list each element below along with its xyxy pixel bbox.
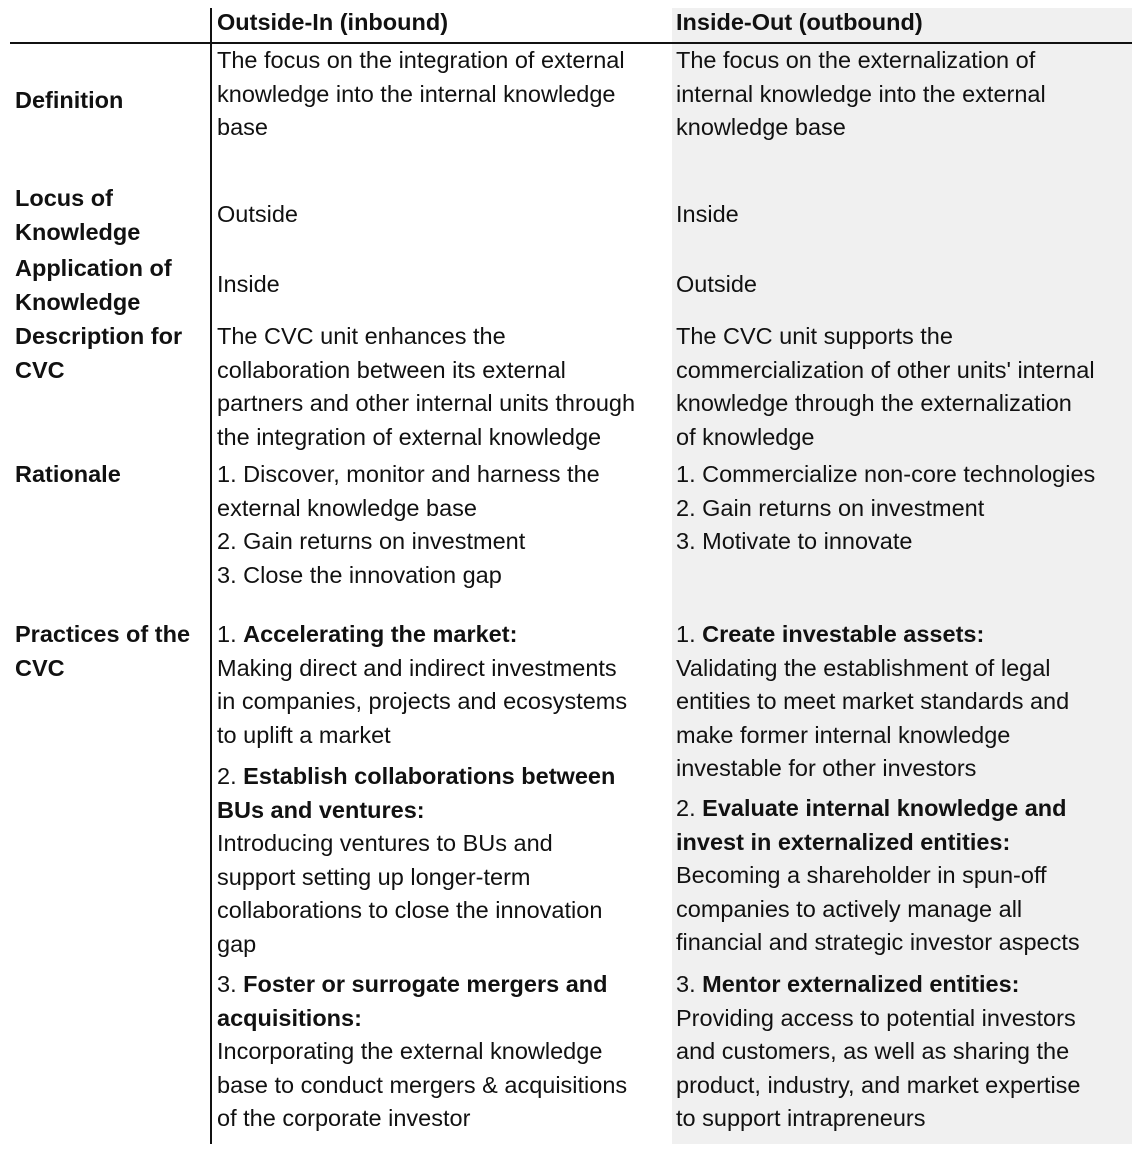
row-label-line: CVC <box>15 654 65 681</box>
text-line: 3. Motivate to innovate <box>676 528 913 554</box>
text-line: The CVC unit enhances the <box>217 323 506 349</box>
practice-title-line <box>217 794 615 828</box>
text-line: collaborations to close the innovation <box>217 897 603 923</box>
practice-title: Create investable assets: <box>702 621 985 647</box>
text-line: knowledge base <box>676 114 846 140</box>
row-label-line: Practices of the <box>15 621 191 647</box>
header-outbound: Inside-Out (outbound) <box>676 9 923 35</box>
practice-title-line <box>676 792 1080 826</box>
locus-outbound: Inside <box>676 201 739 227</box>
practice-title-line <box>676 618 1069 652</box>
text-line: Becoming a shareholder in spun-off <box>676 862 1047 888</box>
text-line: 1. Commercialize non-core technologies <box>676 461 1096 487</box>
text-line: entities to meet market standards and <box>676 688 1070 714</box>
header-inbound: Outside-In (inbound) <box>217 9 449 35</box>
practice-title-line <box>217 1002 627 1036</box>
description-outbound <box>676 320 1095 454</box>
practice-outbound-1 <box>676 618 1069 786</box>
text-line: financial and strategic investor aspects <box>676 929 1080 955</box>
row-label-line: CVC <box>15 356 65 383</box>
text-line: of the corporate investor <box>217 1105 471 1131</box>
row-label-description <box>15 320 182 387</box>
row-label-rationale: Rationale <box>15 461 121 487</box>
practice-number: 3. <box>676 971 696 997</box>
row-label-practices <box>15 618 190 685</box>
text-line: 2. Gain returns on investment <box>676 494 985 521</box>
row-label-line: Locus of <box>15 185 113 211</box>
text-line: Introducing ventures to BUs and <box>217 830 553 856</box>
text-line: and customers, as well as sharing the <box>676 1038 1070 1064</box>
practice-title-line <box>217 618 627 652</box>
practice-number: 2. <box>217 763 237 789</box>
text-line: collaboration between its external <box>217 356 566 383</box>
text-line: base <box>217 114 268 140</box>
text-line: Providing access to potential investors <box>676 1004 1076 1031</box>
text-line: The focus on the integration of external <box>217 47 625 73</box>
text-line: in companies, projects and ecosystems <box>217 688 628 714</box>
text-line: The CVC unit supports the <box>676 323 953 349</box>
practice-number: 3. <box>217 971 237 997</box>
text-line: support setting up longer-term <box>217 863 531 890</box>
practice-title-line <box>217 760 615 794</box>
row-label-line: Knowledge <box>15 218 141 245</box>
rationale-outbound <box>676 458 1095 559</box>
text-line: knowledge through the externalization <box>676 390 1072 416</box>
text-line: make former internal knowledge <box>676 721 1011 748</box>
text-line: external knowledge base <box>217 494 477 521</box>
row-label-locus <box>15 182 140 249</box>
row-label-definition: Definition <box>15 87 124 113</box>
text-line: partners and other internal units through <box>217 390 636 416</box>
text-line: companies to actively manage all <box>676 895 1023 922</box>
text-line: 1. Discover, monitor and harness the <box>217 461 600 487</box>
text-line: to support intrapreneurs <box>676 1105 926 1131</box>
text-line: Validating the establishment of legal <box>676 654 1051 681</box>
practice-title-line <box>676 968 1080 1002</box>
row-label-application <box>15 252 172 319</box>
text-line: Making direct and indirect investments <box>217 654 617 681</box>
practice-title: Establish collaborations between <box>243 763 616 789</box>
row-label-line: Description for <box>15 323 183 349</box>
text-line: gap <box>217 930 257 957</box>
practice-title-line <box>676 826 1080 860</box>
practice-inbound-1 <box>217 618 627 752</box>
text-line: The focus on the externalization of <box>676 47 1036 73</box>
practice-title-line <box>217 968 627 1002</box>
text-line: of knowledge <box>676 423 815 450</box>
text-line: internal knowledge into the external <box>676 80 1046 107</box>
practice-title: Foster or surrogate mergers and <box>243 971 608 997</box>
locus-inbound: Outside <box>217 201 298 227</box>
practice-title: invest in externalized entities: <box>676 828 1011 855</box>
definition-inbound <box>217 44 625 145</box>
description-inbound <box>217 320 635 454</box>
application-inbound: Inside <box>217 271 280 297</box>
practice-title: BUs and ventures: <box>217 796 425 823</box>
practice-inbound-3 <box>217 968 627 1136</box>
practice-outbound-2 <box>676 792 1080 960</box>
practice-title: Evaluate internal knowledge and <box>702 795 1067 821</box>
text-line: base to conduct mergers & acquisitions <box>217 1071 628 1098</box>
text-line: 2. Gain returns on investment <box>217 528 526 554</box>
practice-title: Accelerating the market: <box>243 621 518 647</box>
text-line: Incorporating the external knowledge <box>217 1038 603 1064</box>
row-label-line: Application of <box>15 255 172 281</box>
text-line: commercialization of other units' internal <box>676 356 1095 383</box>
definition-outbound <box>676 44 1046 145</box>
practice-title: acquisitions: <box>217 1004 362 1031</box>
text-line: knowledge into the internal knowledge <box>217 80 616 107</box>
text-line: investable for other investors <box>676 755 977 781</box>
vertical-divider <box>210 8 212 1144</box>
practice-title: Mentor externalized entities: <box>702 971 1020 997</box>
practice-inbound-2 <box>217 760 615 961</box>
practice-outbound-3 <box>676 968 1080 1136</box>
row-label-line: Knowledge <box>15 288 141 315</box>
practice-number: 1. <box>217 621 237 647</box>
rationale-inbound <box>217 458 600 592</box>
practice-number: 1. <box>676 621 696 647</box>
text-line: product, industry, and market expertise <box>676 1071 1081 1098</box>
application-outbound: Outside <box>676 271 757 297</box>
practice-number: 2. <box>676 795 696 821</box>
text-line: 3. Close the innovation gap <box>217 561 502 588</box>
text-line: the integration of external knowledge <box>217 423 602 450</box>
text-line: to uplift a market <box>217 721 391 748</box>
